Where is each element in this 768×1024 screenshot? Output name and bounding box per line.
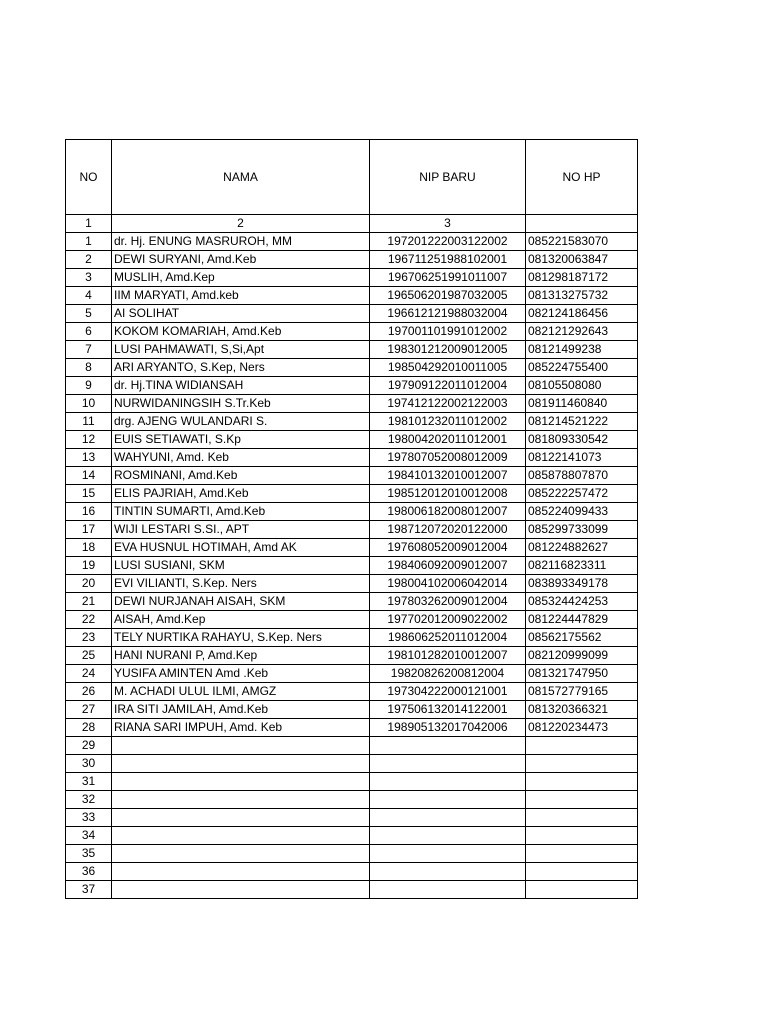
table-row: [66, 323, 638, 341]
cell-nip: 197001101991012002: [370, 323, 526, 341]
cell-no: 2: [66, 251, 112, 269]
cell-nip: 198712072020122000: [370, 521, 526, 539]
table-row: [66, 611, 638, 629]
cell-nama: NURWIDANINGSIH S.Tr.Keb: [112, 395, 370, 413]
cell-hp: 081224447829: [526, 611, 638, 629]
cell-nama: KOKOM KOMARIAH, Amd.Keb: [112, 323, 370, 341]
column-index-row: [66, 215, 638, 233]
cell-hp: [526, 863, 638, 881]
cell-nip: 197506132014122001: [370, 701, 526, 719]
table-row: [66, 791, 638, 809]
index-cell: [526, 215, 638, 233]
cell-nip: [370, 791, 526, 809]
cell-hp: 081224882627: [526, 539, 638, 557]
cell-nama: ROSMINANI, Amd.Keb: [112, 467, 370, 485]
cell-nama: WIJI LESTARI S.SI., APT: [112, 521, 370, 539]
cell-hp: 082116823311: [526, 557, 638, 575]
cell-no: 33: [66, 809, 112, 827]
cell-hp: [526, 827, 638, 845]
table-row: [66, 359, 638, 377]
cell-hp: 081320366321: [526, 701, 638, 719]
table-row: [66, 683, 638, 701]
cell-no: 25: [66, 647, 112, 665]
cell-nama: EVI VILIANTI, S.Kep. Ners: [112, 575, 370, 593]
cell-no: 15: [66, 485, 112, 503]
cell-nip: 196612121988032004: [370, 305, 526, 323]
cell-hp: 081321747950: [526, 665, 638, 683]
cell-nama: [112, 863, 370, 881]
cell-no: 32: [66, 791, 112, 809]
cell-hp: [526, 881, 638, 899]
table-row: [66, 503, 638, 521]
cell-nip: 198301212009012005: [370, 341, 526, 359]
cell-hp: [526, 755, 638, 773]
cell-no: 30: [66, 755, 112, 773]
header-hp: NO HP: [526, 140, 638, 215]
cell-no: 35: [66, 845, 112, 863]
cell-no: 18: [66, 539, 112, 557]
cell-nama: [112, 827, 370, 845]
cell-nama: IRA SITI JAMILAH, Amd.Keb: [112, 701, 370, 719]
cell-nip: 196506201987032005: [370, 287, 526, 305]
cell-nip: 198512012010012008: [370, 485, 526, 503]
cell-nip: 197807052008012009: [370, 449, 526, 467]
cell-no: 4: [66, 287, 112, 305]
cell-no: 13: [66, 449, 112, 467]
cell-nama: drg. AJENG WULANDARI S.: [112, 413, 370, 431]
cell-nama: WAHYUNI, Amd. Keb: [112, 449, 370, 467]
cell-nama: dr. Hj.TINA WIDIANSAH: [112, 377, 370, 395]
cell-hp: 085878807870: [526, 467, 638, 485]
cell-no: 5: [66, 305, 112, 323]
cell-no: 26: [66, 683, 112, 701]
cell-hp: 08562175562: [526, 629, 638, 647]
cell-nama: [112, 773, 370, 791]
table-row: [66, 287, 638, 305]
table-row: [66, 809, 638, 827]
cell-nip: [370, 863, 526, 881]
cell-hp: [526, 809, 638, 827]
cell-nama: dr. Hj. ENUNG MASRUROH, MM: [112, 233, 370, 251]
table-row: [66, 521, 638, 539]
cell-nama: DEWI SURYANI, Amd.Keb: [112, 251, 370, 269]
cell-hp: 083893349178: [526, 575, 638, 593]
cell-nama: LUSI PAHMAWATI, S,Si,Apt: [112, 341, 370, 359]
cell-no: 7: [66, 341, 112, 359]
cell-nip: 197803262009012004: [370, 593, 526, 611]
cell-nama: ELIS PAJRIAH, Amd.Keb: [112, 485, 370, 503]
cell-no: 6: [66, 323, 112, 341]
cell-nama: TELY NURTIKA RAHAYU, S.Kep. Ners: [112, 629, 370, 647]
cell-no: 24: [66, 665, 112, 683]
index-cell: 3: [370, 215, 526, 233]
cell-no: 12: [66, 431, 112, 449]
header-nama: NAMA: [112, 140, 370, 215]
cell-nama: [112, 737, 370, 755]
cell-hp: 08121499238: [526, 341, 638, 359]
cell-hp: 08105508080: [526, 377, 638, 395]
cell-nama: AISAH, Amd.Kep: [112, 611, 370, 629]
cell-nip: 197608052009012004: [370, 539, 526, 557]
cell-hp: 081298187172: [526, 269, 638, 287]
table-row: [66, 701, 638, 719]
table-row: [66, 827, 638, 845]
index-cell: 1: [66, 215, 112, 233]
cell-nama: [112, 881, 370, 899]
cell-nip: [370, 809, 526, 827]
cell-no: 17: [66, 521, 112, 539]
table-row: [66, 773, 638, 791]
cell-no: 22: [66, 611, 112, 629]
cell-hp: 082121292643: [526, 323, 638, 341]
table-row: [66, 557, 638, 575]
cell-nama: [112, 791, 370, 809]
header-row: [66, 140, 638, 215]
cell-nama: EVA HUSNUL HOTIMAH, Amd AK: [112, 539, 370, 557]
cell-hp: 085221583070: [526, 233, 638, 251]
cell-no: 31: [66, 773, 112, 791]
cell-no: 23: [66, 629, 112, 647]
cell-hp: 081320063847: [526, 251, 638, 269]
cell-nama: YUSIFA AMINTEN Amd .Keb: [112, 665, 370, 683]
table-row: [66, 629, 638, 647]
cell-nip: 197909122011012004: [370, 377, 526, 395]
cell-nama: DEWI NURJANAH AISAH, SKM: [112, 593, 370, 611]
table-row: [66, 269, 638, 287]
table-row: [66, 593, 638, 611]
cell-hp: 085224099433: [526, 503, 638, 521]
cell-nip: 19820826200812004: [370, 665, 526, 683]
cell-nama: [112, 809, 370, 827]
cell-nip: 198004102006042014: [370, 575, 526, 593]
cell-hp: [526, 737, 638, 755]
cell-nip: [370, 881, 526, 899]
cell-no: 3: [66, 269, 112, 287]
cell-nama: MUSLIH, Amd.Kep: [112, 269, 370, 287]
cell-nip: [370, 737, 526, 755]
cell-no: 19: [66, 557, 112, 575]
table-row: [66, 341, 638, 359]
cell-nama: ARI ARYANTO, S.Kep, Ners: [112, 359, 370, 377]
cell-no: 21: [66, 593, 112, 611]
cell-no: 1: [66, 233, 112, 251]
cell-no: 11: [66, 413, 112, 431]
table-row: [66, 431, 638, 449]
cell-hp: 081911460840: [526, 395, 638, 413]
cell-nip: 196706251991011007: [370, 269, 526, 287]
table-body: [66, 215, 638, 899]
cell-hp: 085224755400: [526, 359, 638, 377]
table-row: [66, 485, 638, 503]
cell-nip: [370, 773, 526, 791]
cell-nama: IIM MARYATI, Amd.keb: [112, 287, 370, 305]
table-row: [66, 467, 638, 485]
cell-nama: [112, 845, 370, 863]
cell-hp: 085299733099: [526, 521, 638, 539]
cell-no: 27: [66, 701, 112, 719]
cell-hp: [526, 773, 638, 791]
table-row: [66, 305, 638, 323]
table-row: [66, 737, 638, 755]
cell-no: 10: [66, 395, 112, 413]
cell-no: 8: [66, 359, 112, 377]
table-row: [66, 845, 638, 863]
cell-hp: 081809330542: [526, 431, 638, 449]
cell-nama: AI SOLIHAT: [112, 305, 370, 323]
cell-hp: 082124186456: [526, 305, 638, 323]
table-row: [66, 539, 638, 557]
table-row: [66, 233, 638, 251]
cell-nip: 197412122002122003: [370, 395, 526, 413]
cell-hp: 082120999099: [526, 647, 638, 665]
cell-nama: [112, 755, 370, 773]
cell-no: 20: [66, 575, 112, 593]
cell-nip: 198504292010011005: [370, 359, 526, 377]
cell-nama: RIANA SARI IMPUH, Amd. Keb: [112, 719, 370, 737]
cell-hp: [526, 791, 638, 809]
cell-hp: 081313275732: [526, 287, 638, 305]
table-row: [66, 251, 638, 269]
cell-nip: 198004202011012001: [370, 431, 526, 449]
header-no: NO: [66, 140, 112, 215]
cell-nip: 198101232011012002: [370, 413, 526, 431]
cell-nama: M. ACHADI ULUL ILMI, AMGZ: [112, 683, 370, 701]
table-row: [66, 665, 638, 683]
cell-no: 36: [66, 863, 112, 881]
cell-nip: 197304222000121001: [370, 683, 526, 701]
cell-nip: [370, 755, 526, 773]
cell-nama: EUIS SETIAWATI, S.Kp: [112, 431, 370, 449]
cell-nip: 197201222003122002: [370, 233, 526, 251]
cell-no: 9: [66, 377, 112, 395]
cell-hp: 081220234473: [526, 719, 638, 737]
table-row: [66, 575, 638, 593]
cell-hp: 081214521222: [526, 413, 638, 431]
table-row: [66, 881, 638, 899]
table-row: [66, 377, 638, 395]
cell-nama: HANI NURANI P, Amd.Kep: [112, 647, 370, 665]
cell-no: 28: [66, 719, 112, 737]
table-row: [66, 413, 638, 431]
cell-hp: 08122141073: [526, 449, 638, 467]
cell-hp: 085222257472: [526, 485, 638, 503]
cell-nip: [370, 827, 526, 845]
cell-no: 16: [66, 503, 112, 521]
cell-nip: 198905132017042006: [370, 719, 526, 737]
cell-nip: 198101282010012007: [370, 647, 526, 665]
table-row: [66, 647, 638, 665]
table-row: [66, 755, 638, 773]
cell-nip: [370, 845, 526, 863]
cell-no: 34: [66, 827, 112, 845]
cell-no: 14: [66, 467, 112, 485]
cell-nama: LUSI SUSIANI, SKM: [112, 557, 370, 575]
index-cell: 2: [112, 215, 370, 233]
header-nip: NIP BARU: [370, 140, 526, 215]
cell-hp: 085324424253: [526, 593, 638, 611]
cell-hp: [526, 845, 638, 863]
table-row: [66, 449, 638, 467]
cell-nip: 196711251988102001: [370, 251, 526, 269]
staff-table: [65, 139, 638, 899]
cell-nip: 198606252011012004: [370, 629, 526, 647]
cell-hp: 081572779165: [526, 683, 638, 701]
cell-nip: 197702012009022002: [370, 611, 526, 629]
table-row: [66, 719, 638, 737]
cell-nip: 198410132010012007: [370, 467, 526, 485]
cell-nip: 198406092009012007: [370, 557, 526, 575]
cell-nip: 198006182008012007: [370, 503, 526, 521]
table-row: [66, 395, 638, 413]
cell-nama: TINTIN SUMARTI, Amd.Keb: [112, 503, 370, 521]
cell-no: 37: [66, 881, 112, 899]
cell-no: 29: [66, 737, 112, 755]
table-row: [66, 863, 638, 881]
